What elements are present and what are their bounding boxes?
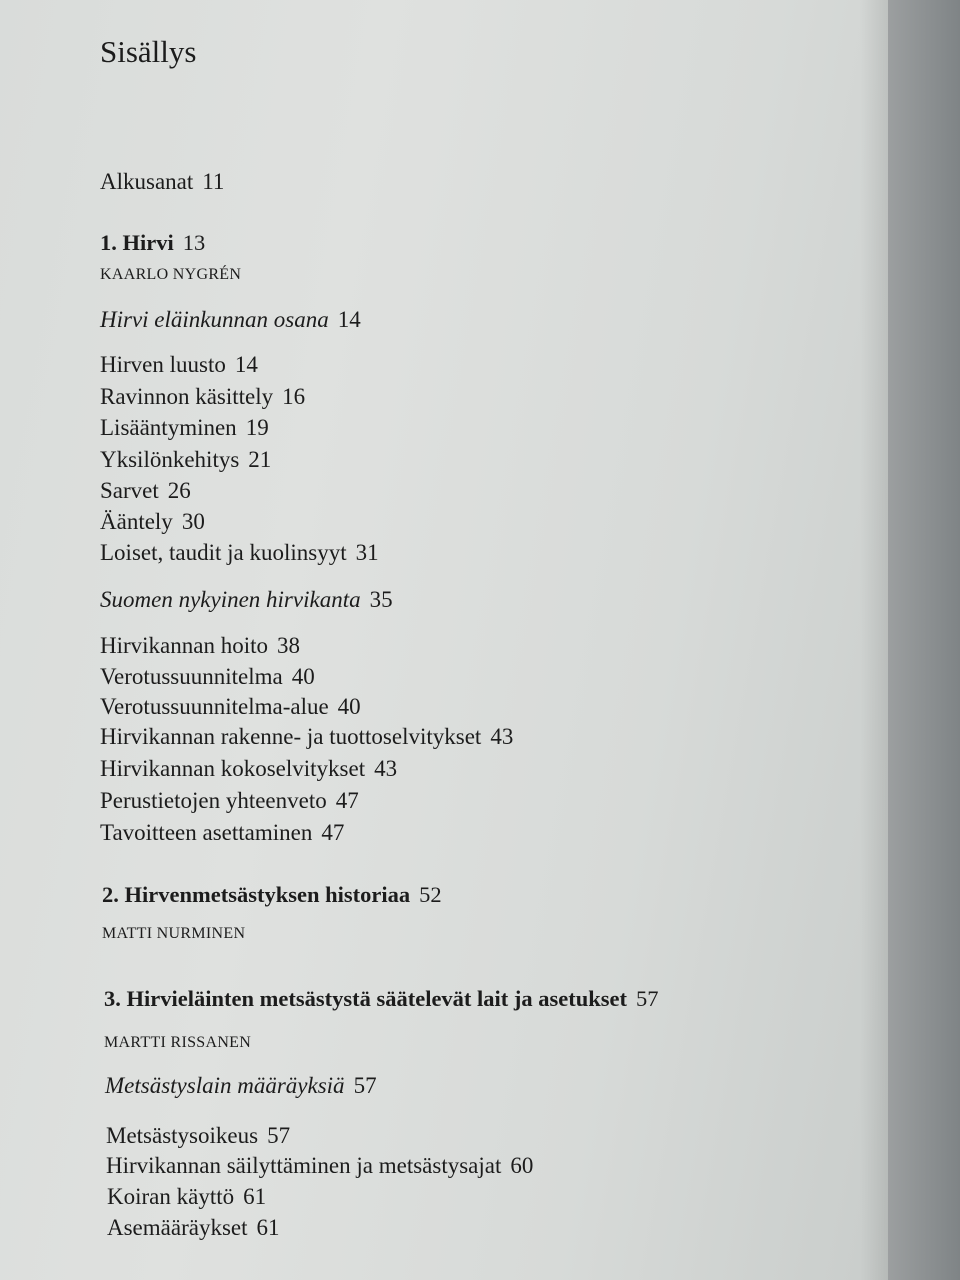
toc-entry <box>100 478 191 504</box>
entry-page: 21 <box>248 447 272 472</box>
entry-page: 40 <box>337 694 361 719</box>
entry-page: 31 <box>355 540 379 565</box>
entry-label: Verotussuunnitelma-alue <box>100 694 329 719</box>
page-edge <box>888 0 960 1280</box>
entry-page: 60 <box>510 1153 534 1178</box>
entry-label: Ääntely <box>100 509 173 534</box>
toc-entry <box>100 447 271 473</box>
chapter-1-author: KAARLO NYGRÉN <box>100 266 242 283</box>
toc-entry <box>100 540 379 566</box>
entry-label: Hirvikannan säilyttäminen ja metsästysajat <box>106 1153 502 1178</box>
entry-page: 14 <box>234 352 258 377</box>
entry-page: 61 <box>243 1184 267 1209</box>
toc-entry <box>100 384 305 410</box>
toc-entry <box>100 633 300 659</box>
toc-entry <box>100 694 361 720</box>
chapter-3-section-1 <box>105 1073 377 1099</box>
toc-entry-preface <box>100 169 224 195</box>
entry-page: 40 <box>291 664 315 689</box>
toc-entry <box>100 820 344 846</box>
entry-page: 30 <box>181 509 205 534</box>
entry-label: Koiran käyttö <box>107 1184 235 1209</box>
entry-label: Loiset, taudit ja kuolinsyyt <box>100 540 347 565</box>
entry-page: 19 <box>245 415 269 440</box>
entry-page: 26 <box>167 478 191 503</box>
toc-entry <box>100 415 269 441</box>
entry-label: Sarvet <box>100 478 159 503</box>
entry-page: 16 <box>282 384 306 409</box>
chapter-label: 1. Hirvi <box>100 230 174 255</box>
entry-page: 61 <box>256 1215 280 1240</box>
toc-entry <box>107 1215 280 1241</box>
chapter-page: 13 <box>182 230 206 255</box>
toc-entry <box>100 664 315 690</box>
toc-entry <box>100 509 205 535</box>
entry-label: Metsästysoikeus <box>106 1123 259 1148</box>
toc-entry <box>106 1123 290 1149</box>
entry-label: Hirvikannan kokoselvitykset <box>100 756 366 781</box>
entry-page: 43 <box>374 756 398 781</box>
section-label: Metsästyslain määräyksiä <box>105 1073 345 1098</box>
entry-label: Ravinnon käsittely <box>100 384 274 409</box>
entry-label: Hirvikannan hoito <box>100 633 268 658</box>
entry-label: Verotussuunnitelma <box>100 664 283 689</box>
entry-page: 47 <box>321 820 345 845</box>
toc-entry <box>100 352 258 378</box>
chapter-3-author: MARTTI RISSANEN <box>104 1034 252 1051</box>
section-label: Hirvi eläinkunnan osana <box>100 307 329 332</box>
section-page: 35 <box>369 587 393 612</box>
entry-label: Perustietojen yhteenveto <box>100 788 327 813</box>
entry-label: Lisääntyminen <box>100 415 237 440</box>
entry-label: Asemääräykset <box>107 1215 248 1240</box>
section-page: 14 <box>337 307 361 332</box>
page-title: Sisällys <box>100 34 197 69</box>
chapter-2-heading <box>102 882 442 908</box>
chapter-page: 57 <box>636 986 659 1011</box>
chapter-label: 2. Hirvenmetsästyksen historiaa <box>102 882 411 907</box>
chapter-2-author: MATTI NURMINEN <box>102 925 246 942</box>
entry-page: 11 <box>202 169 225 194</box>
toc-entry <box>100 756 397 782</box>
chapter-1-heading <box>100 230 205 256</box>
entry-page: 57 <box>267 1123 291 1148</box>
entry-label: Alkusanat <box>100 169 194 194</box>
entry-page: 38 <box>277 633 300 658</box>
chapter-page: 52 <box>419 882 442 907</box>
entry-label: Hirven luusto <box>100 352 226 377</box>
chapter-label: 3. Hirvieläinten metsästystä säätelevät lait ja asetukset <box>104 986 628 1011</box>
chapter-1-section-2 <box>100 587 393 613</box>
section-page: 57 <box>353 1073 377 1098</box>
entry-label: Tavoitteen asettaminen <box>100 820 313 845</box>
toc-entry <box>107 1184 266 1210</box>
toc-entry <box>100 724 513 750</box>
section-label: Suomen nykyinen hirvikanta <box>100 587 361 612</box>
entry-page: 43 <box>490 724 514 749</box>
toc-entry <box>106 1153 533 1179</box>
entry-label: Yksilönkehitys <box>100 447 240 472</box>
entry-label: Hirvikannan rakenne- ja tuottoselvitykset <box>100 724 482 749</box>
chapter-3-heading <box>104 986 659 1012</box>
chapter-1-section-1 <box>100 307 361 333</box>
entry-page: 47 <box>335 788 359 813</box>
toc-entry <box>100 788 359 814</box>
